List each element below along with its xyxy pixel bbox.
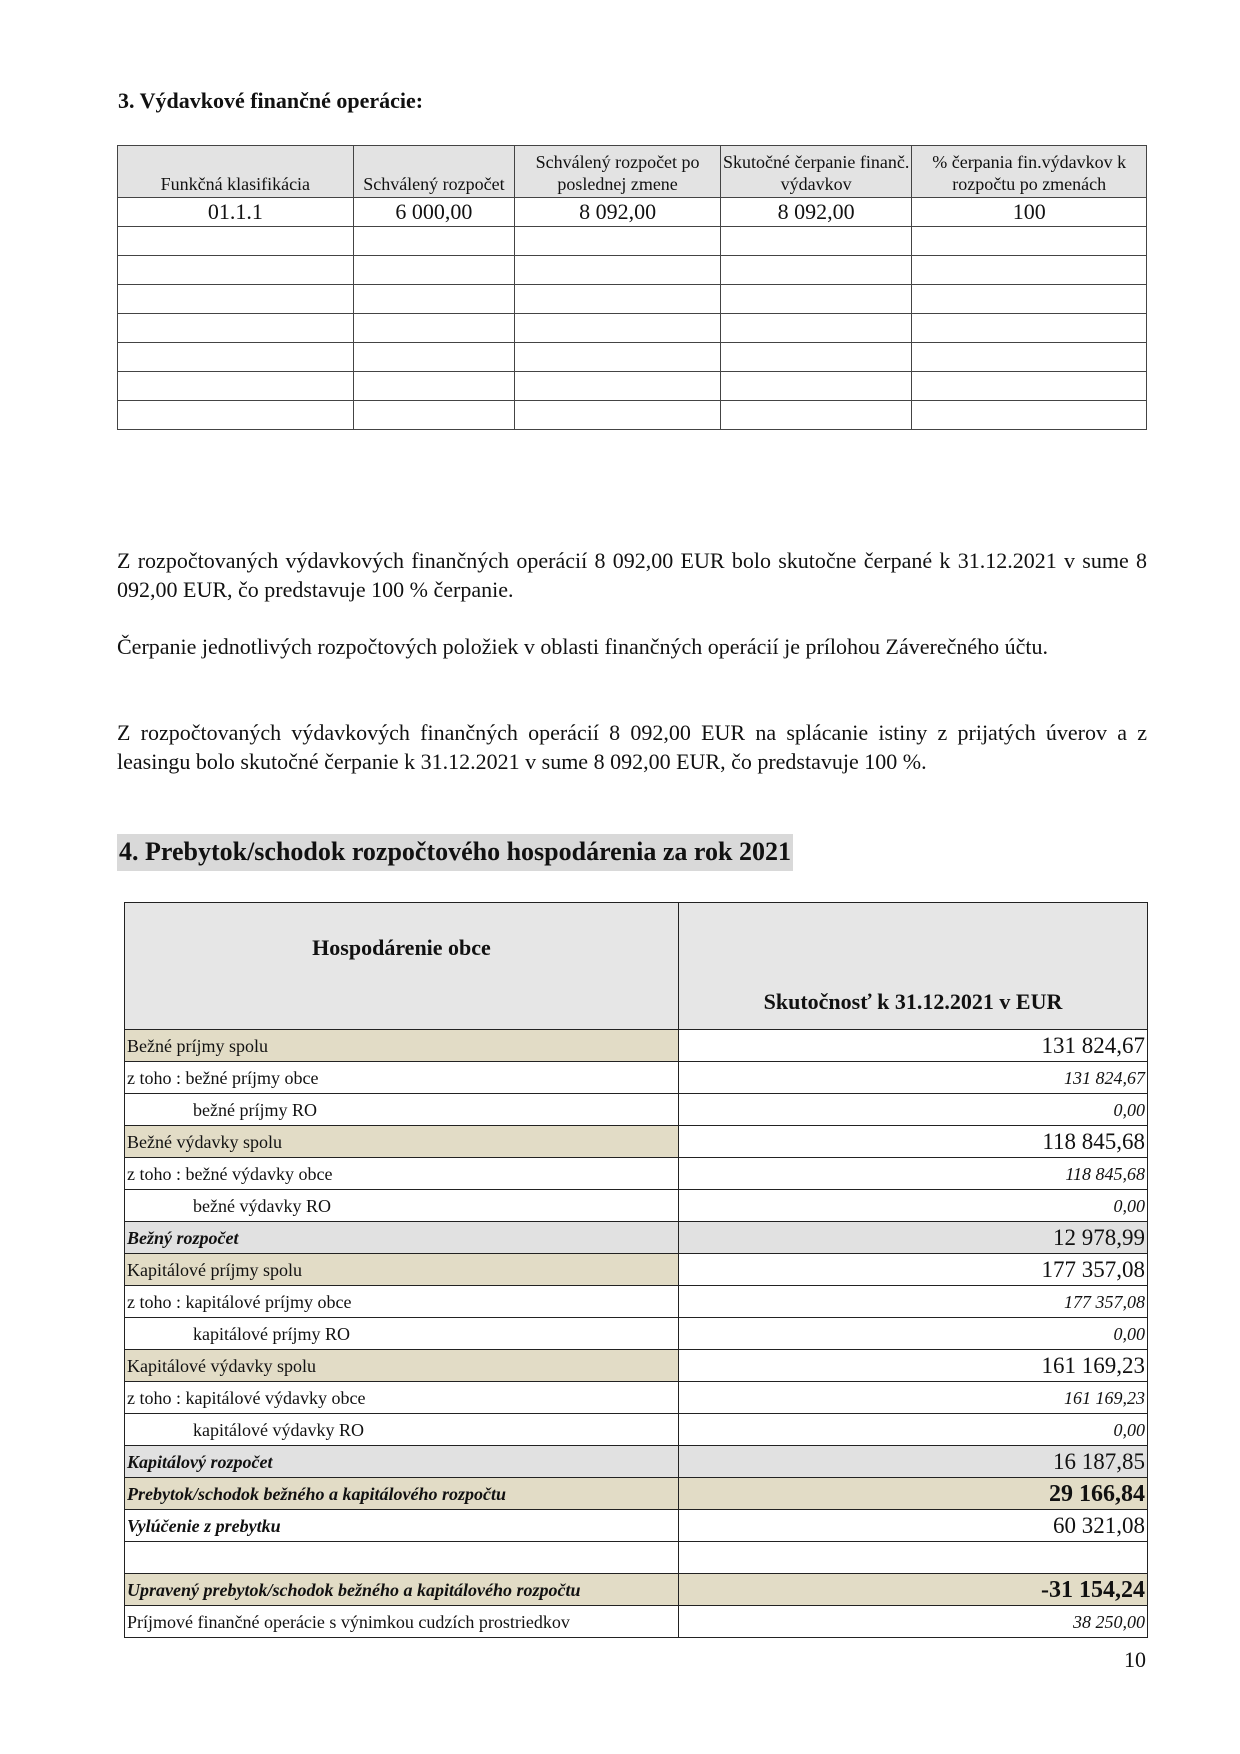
row-value: 177 357,08 — [679, 1286, 1148, 1318]
row-label: kapitálové výdavky RO — [125, 1414, 679, 1446]
table-row — [118, 285, 1147, 314]
table-cell — [912, 343, 1147, 372]
table-row — [125, 1574, 1148, 1606]
table-cell — [353, 256, 515, 285]
row-label: bežné príjmy RO — [125, 1094, 679, 1126]
table-row — [125, 1478, 1148, 1510]
section-4-title: 4. Prebytok/schodok rozpočtového hospodárenia za rok 2021 — [117, 834, 793, 871]
row-value: 118 845,68 — [679, 1158, 1148, 1190]
row-value: 12 978,99 — [679, 1222, 1148, 1254]
table-row — [125, 1126, 1148, 1158]
row-label: z toho : kapitálové príjmy obce — [125, 1286, 679, 1318]
row-label: z toho : bežné výdavky obce — [125, 1158, 679, 1190]
header-municipal-management: Hospodárenie obce — [125, 903, 679, 1030]
paragraph-appendix-note: Čerpanie jednotlivých rozpočtových položiek v oblasti finančných operácií je prílohou Záverečného účtu. — [117, 634, 1049, 659]
paragraph-spending-summary: Z rozpočtovaných výdavkových finančných operácií 8 092,00 EUR bolo skutočne čerpané k 31.12.2021 v sume 8 092,00 EUR, čo predstavuje 100 % čerpanie. — [117, 548, 1147, 602]
table-row — [118, 372, 1147, 401]
row-value: -31 154,24 — [679, 1574, 1148, 1606]
table-cell — [118, 256, 354, 285]
header-functional-classification: Funkčná klasifikácia — [118, 146, 354, 198]
table-row — [125, 1606, 1148, 1638]
row-label: Prebytok/schodok bežného a kapitálového rozpočtu — [125, 1478, 679, 1510]
table-row — [125, 1446, 1148, 1478]
row-label: Príjmové finančné operácie s výnimkou cudzích prostriedkov — [125, 1606, 679, 1638]
table-cell — [912, 256, 1147, 285]
financial-operations-table — [117, 145, 1147, 430]
row-value: 0,00 — [679, 1190, 1148, 1222]
row-label: Kapitálový rozpočet — [125, 1446, 679, 1478]
row-value: 38 250,00 — [679, 1606, 1148, 1638]
table-row — [118, 343, 1147, 372]
row-label: Bežné príjmy spolu — [125, 1030, 679, 1062]
table-cell — [720, 227, 911, 256]
table-row — [125, 1158, 1148, 1190]
row-value: 0,00 — [679, 1094, 1148, 1126]
table-cell — [720, 285, 911, 314]
table-row — [125, 1190, 1148, 1222]
row-label: Bežné výdavky spolu — [125, 1126, 679, 1158]
table-cell — [353, 372, 515, 401]
row-label: Bežný rozpočet — [125, 1222, 679, 1254]
table-row — [125, 1382, 1148, 1414]
table-row — [118, 401, 1147, 430]
table-cell — [515, 372, 721, 401]
table-cell — [353, 343, 515, 372]
section-3-title: 3. Výdavkové finančné operácie: — [118, 88, 424, 113]
table-cell — [912, 227, 1147, 256]
row-value — [679, 1542, 1148, 1574]
table-cell — [118, 314, 354, 343]
table-header-row — [125, 903, 1148, 1030]
table-cell — [912, 372, 1147, 401]
table-cell — [720, 256, 911, 285]
header-approved-budget-after-change: Schválený rozpočet po poslednej zmene — [515, 146, 721, 198]
table-cell — [720, 314, 911, 343]
table-cell — [515, 285, 721, 314]
table-cell — [912, 314, 1147, 343]
table-row — [125, 1094, 1148, 1126]
row-label: Kapitálové príjmy spolu — [125, 1254, 679, 1286]
table-cell: 8 092,00 — [720, 198, 911, 227]
table-cell — [515, 256, 721, 285]
row-value: 161 169,23 — [679, 1350, 1148, 1382]
header-actual-value: Skutočnosť k 31.12.2021 v EUR — [679, 903, 1148, 1030]
table-row — [118, 256, 1147, 285]
header-spending-percent: % čerpania fin.výdavkov k rozpočtu po zmenách — [912, 146, 1147, 198]
row-label: bežné výdavky RO — [125, 1190, 679, 1222]
table-cell — [353, 401, 515, 430]
table-cell — [118, 285, 354, 314]
row-value: 0,00 — [679, 1318, 1148, 1350]
row-value: 131 824,67 — [679, 1062, 1148, 1094]
row-value: 0,00 — [679, 1414, 1148, 1446]
table-cell — [720, 372, 911, 401]
row-label: z toho : bežné príjmy obce — [125, 1062, 679, 1094]
table-cell: 100 — [912, 198, 1147, 227]
table-row — [118, 198, 1147, 227]
table-cell: 01.1.1 — [118, 198, 354, 227]
table-row — [125, 1030, 1148, 1062]
budget-result-table — [124, 902, 1148, 1638]
table-cell — [912, 285, 1147, 314]
paragraph-loan-repayment: Z rozpočtovaných výdavkových finančných operácií 8 092,00 EUR na splácanie istiny z prijatých úverov a z leasingu bolo skutočné čerpanie k 31.12.2021 v sume 8 092,00 EUR, čo predstavuje 100 %. — [117, 720, 1147, 774]
table-cell — [912, 401, 1147, 430]
table-cell — [720, 401, 911, 430]
table-row — [125, 1510, 1148, 1542]
table-row — [125, 1350, 1148, 1382]
table-row — [125, 1254, 1148, 1286]
row-label: Kapitálové výdavky spolu — [125, 1350, 679, 1382]
row-label: Vylúčenie z prebytku — [125, 1510, 679, 1542]
table-cell — [353, 285, 515, 314]
header-actual-spending: Skutočné čerpanie finanč. výdavkov — [720, 146, 911, 198]
row-value: 29 166,84 — [679, 1478, 1148, 1510]
table-row — [125, 1414, 1148, 1446]
row-value: 16 187,85 — [679, 1446, 1148, 1478]
table-cell — [515, 401, 721, 430]
table-cell — [118, 401, 354, 430]
table-cell — [118, 343, 354, 372]
table-cell: 6 000,00 — [353, 198, 515, 227]
table-cell: 8 092,00 — [515, 198, 721, 227]
table-row — [125, 1222, 1148, 1254]
row-value: 60 321,08 — [679, 1510, 1148, 1542]
page-number: 10 — [1124, 1647, 1146, 1672]
header-approved-budget: Schválený rozpočet — [353, 146, 515, 198]
table-row — [125, 1542, 1148, 1574]
table-header-row — [118, 146, 1147, 198]
table-cell — [720, 343, 911, 372]
table-cell — [515, 343, 721, 372]
row-label: Upravený prebytok/schodok bežného a kapitálového rozpočtu — [125, 1574, 679, 1606]
row-label: z toho : kapitálové výdavky obce — [125, 1382, 679, 1414]
row-value: 177 357,08 — [679, 1254, 1148, 1286]
row-value: 118 845,68 — [679, 1126, 1148, 1158]
row-value: 131 824,67 — [679, 1030, 1148, 1062]
row-value: 161 169,23 — [679, 1382, 1148, 1414]
table-cell — [118, 227, 354, 256]
row-label — [125, 1542, 679, 1574]
row-label: kapitálové príjmy RO — [125, 1318, 679, 1350]
table-row — [125, 1062, 1148, 1094]
table-row — [125, 1318, 1148, 1350]
table-row — [118, 314, 1147, 343]
table-cell — [515, 314, 721, 343]
table-cell — [515, 227, 721, 256]
table-row — [125, 1286, 1148, 1318]
table-cell — [353, 227, 515, 256]
table-cell — [353, 314, 515, 343]
table-cell — [118, 372, 354, 401]
table-row — [118, 227, 1147, 256]
